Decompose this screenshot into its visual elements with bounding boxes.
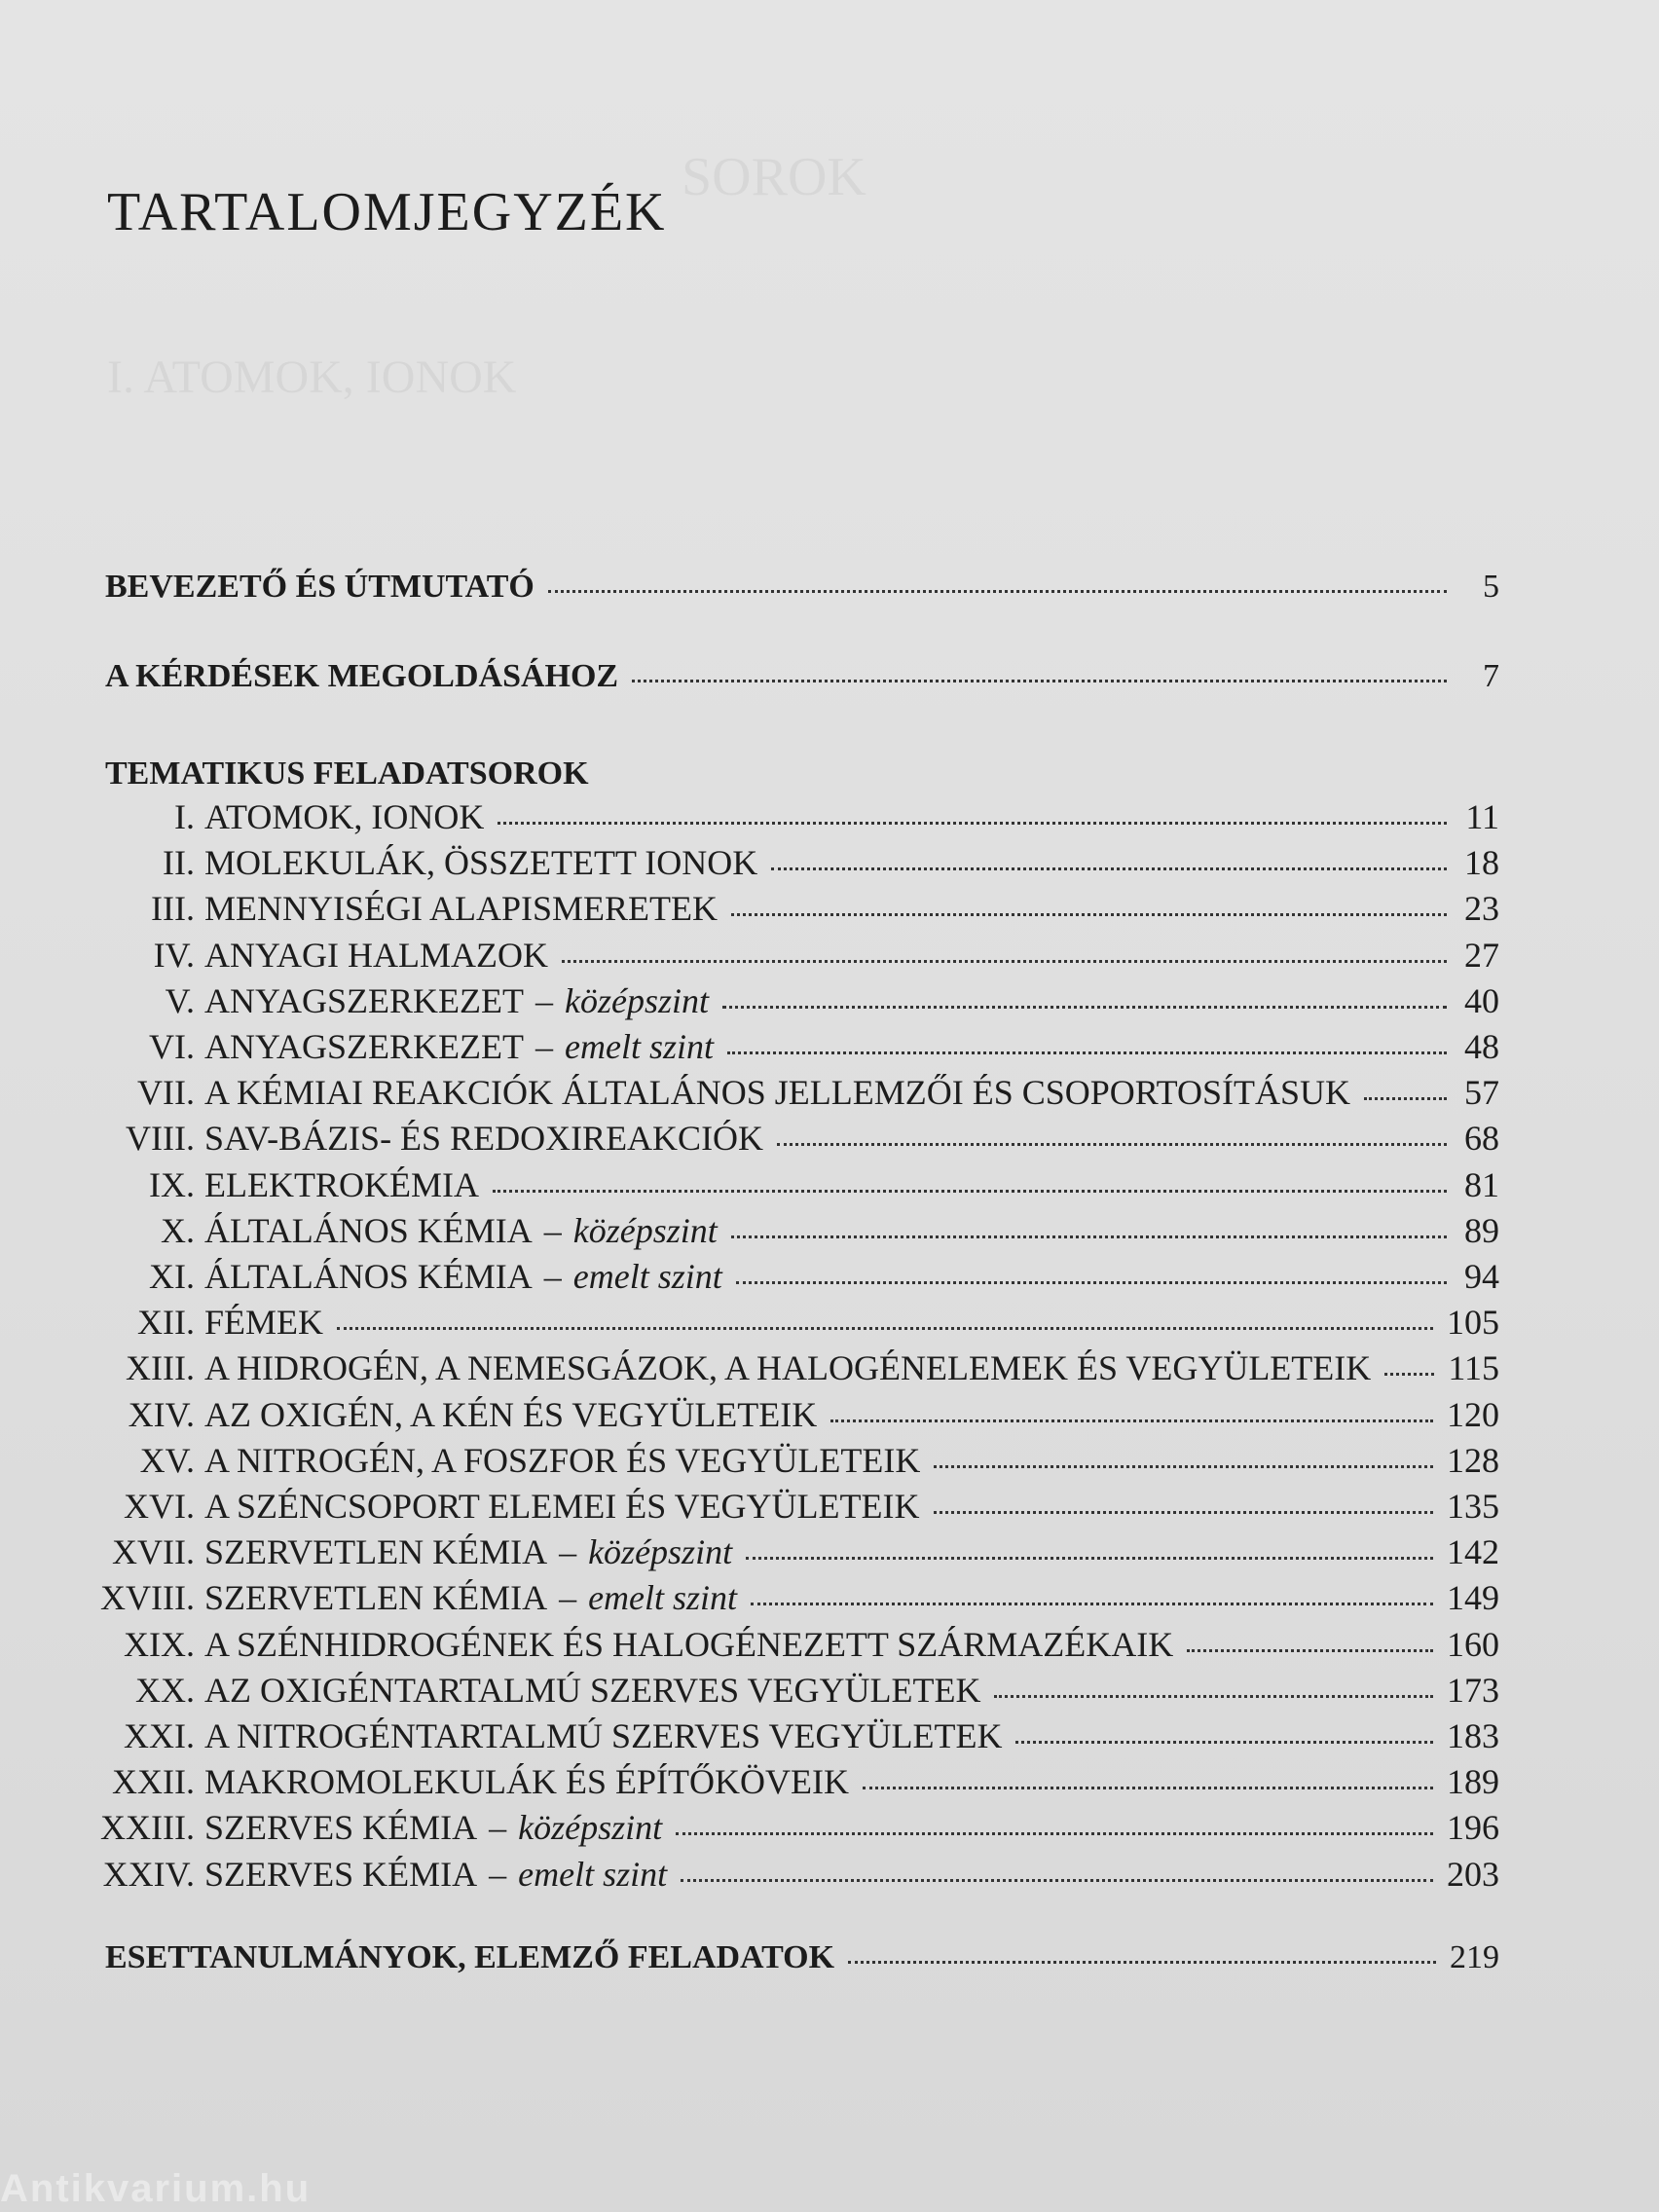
dot-leader	[736, 1281, 1447, 1284]
entry-title-text: ÁLTALÁNOS KÉMIA	[204, 1210, 533, 1250]
toc-entry-chapter[interactable]	[0, 1256, 1499, 1303]
dot-leader	[1384, 1373, 1434, 1376]
dot-leader	[731, 1235, 1447, 1238]
level-label: emelt szint	[564, 1027, 714, 1066]
dot-leader	[727, 1051, 1447, 1054]
entry-title	[195, 796, 484, 837]
level-label: emelt szint	[588, 1578, 738, 1618]
toc-entry-main[interactable]	[105, 1939, 1499, 1986]
chapter-number: X.	[161, 1210, 195, 1250]
chapter-number: XV.	[139, 1440, 195, 1480]
entry-title	[195, 1302, 323, 1343]
page-number: 160	[1447, 1624, 1499, 1664]
level-separator: –	[535, 1027, 553, 1066]
entry-title-text: A HIDROGÉN, A NEMESGÁZOK, A HALOGÉNELEMEK ÉS VEGYÜLETEIK	[204, 1348, 1372, 1388]
chapter-number: XVIII.	[100, 1578, 195, 1618]
dot-leader	[746, 1557, 1433, 1560]
dot-leader	[493, 1190, 1447, 1193]
toc-entry-chapter[interactable]	[0, 935, 1499, 981]
toc-entry-chapter[interactable]	[0, 1486, 1499, 1532]
level-label: emelt szint	[518, 1854, 668, 1894]
entry-title-text: ATOMOK, IONOK	[204, 797, 485, 836]
dot-leader	[934, 1511, 1433, 1514]
entry-title	[195, 888, 718, 929]
page-number: 203	[1447, 1854, 1499, 1894]
page-number: 135	[1447, 1487, 1499, 1526]
entry-title	[195, 1118, 763, 1159]
entry-title-text: ESETTANULMÁNYOK, ELEMZŐ FELADATOK	[105, 1939, 835, 1975]
toc-entry-chapter[interactable]	[0, 1118, 1499, 1164]
chapter-number: XVII.	[112, 1532, 195, 1572]
page-number: 149	[1447, 1578, 1499, 1618]
dot-leader	[830, 1419, 1433, 1422]
chapter-number: XI.	[149, 1257, 195, 1296]
chapter-number: XIV.	[128, 1394, 195, 1434]
dot-leader	[562, 960, 1447, 963]
toc-entry-chapter[interactable]	[0, 1854, 1499, 1900]
chapter-number: XVI.	[124, 1487, 195, 1526]
dot-leader	[751, 1603, 1433, 1605]
chapter-number: II.	[163, 843, 195, 883]
entry-title	[195, 1761, 849, 1802]
dot-leader	[498, 822, 1447, 825]
entry-title-text: A NITROGÉNTARTALMÚ SZERVES VEGYÜLETEK	[204, 1716, 1003, 1755]
entry-title	[105, 658, 618, 695]
entry-title-text: MOLEKULÁK, ÖSSZETETT IONOK	[204, 843, 758, 883]
level-label: középszint	[564, 980, 709, 1020]
entry-title-text: A KÉRDÉSEK MEGOLDÁSÁHOZ	[105, 658, 619, 694]
dot-leader	[681, 1879, 1433, 1882]
entry-title	[195, 1670, 980, 1711]
page-number: 11	[1465, 797, 1499, 836]
page-number: 40	[1464, 980, 1499, 1020]
toc-entry-chapter[interactable]	[0, 796, 1499, 843]
page-number: 189	[1447, 1762, 1499, 1802]
entry-title-text: SZERVES KÉMIA	[204, 1808, 478, 1848]
toc-entry-chapter[interactable]	[0, 842, 1499, 889]
toc-entry-chapter[interactable]	[0, 1440, 1499, 1487]
level-separator: –	[489, 1808, 507, 1848]
toc-entry-chapter[interactable]	[0, 1715, 1499, 1762]
level-separator: –	[543, 1210, 562, 1250]
entry-title-text: A SZÉNCSOPORT ELEMEI ÉS VEGYÜLETEIK	[204, 1487, 920, 1526]
chapter-number: III.	[151, 889, 195, 929]
entry-title	[195, 1072, 1350, 1113]
page-number: 81	[1464, 1164, 1499, 1204]
chapter-number: VIII.	[126, 1119, 195, 1159]
chapter-number: XXII.	[112, 1762, 195, 1802]
chapter-number: IV.	[153, 935, 195, 975]
toc-entry-main[interactable]	[105, 569, 1499, 615]
page-number: 173	[1447, 1670, 1499, 1710]
page-number: 128	[1447, 1440, 1499, 1480]
dot-leader	[777, 1143, 1447, 1146]
chapter-number: XII.	[137, 1303, 195, 1343]
page-number: 5	[1483, 569, 1499, 605]
chapter-number: XXIV.	[102, 1854, 195, 1894]
toc-entry-chapter[interactable]	[0, 1761, 1499, 1808]
chapter-number: XX.	[135, 1670, 195, 1710]
entry-title-text: SZERVETLEN KÉMIA	[204, 1578, 548, 1618]
chapter-number: XXIII.	[100, 1808, 195, 1848]
toc-entry-chapter[interactable]	[0, 1670, 1499, 1716]
entry-title	[195, 1486, 920, 1527]
entry-title-text: ANYAGI HALMAZOK	[204, 935, 548, 975]
entry-title	[105, 1939, 834, 1976]
level-separator: –	[535, 980, 553, 1020]
entry-title-text: A KÉMIAI REAKCIÓK ÁLTALÁNOS JELLEMZŐI ÉS CSOPORTOSÍTÁSUK	[204, 1073, 1350, 1113]
entry-title-text: ÁLTALÁNOS KÉMIA	[204, 1257, 533, 1296]
toc-entry-chapter[interactable]	[0, 1072, 1499, 1119]
toc-entry-chapter[interactable]	[0, 1394, 1499, 1441]
toc-entry-chapter[interactable]	[0, 1531, 1499, 1578]
entry-title	[195, 1807, 662, 1848]
chapter-number: XIX.	[124, 1624, 195, 1664]
entry-title-text: ANYAGSZERKEZET	[204, 980, 524, 1020]
section-heading: TEMATIKUS FELADATSOROK	[105, 756, 589, 792]
page-number: 115	[1448, 1348, 1499, 1388]
entry-title	[195, 1164, 479, 1205]
entry-title-text: AZ OXIGÉN, A KÉN ÉS VEGYÜLETEIK	[204, 1394, 818, 1434]
bleed-through-text: SOROK	[682, 147, 866, 207]
chapter-number: V.	[165, 980, 195, 1020]
toc-entry-chapter[interactable]	[0, 980, 1499, 1027]
dot-leader	[1187, 1649, 1433, 1652]
page-number: 89	[1464, 1210, 1499, 1250]
dot-leader	[337, 1327, 1433, 1330]
toc-entry-main[interactable]	[105, 658, 1499, 705]
dot-leader	[722, 1006, 1447, 1009]
dot-leader	[1015, 1741, 1433, 1744]
entry-title	[195, 842, 757, 883]
chapter-number: IX.	[149, 1164, 195, 1204]
entry-title	[195, 1347, 1371, 1388]
entry-title	[195, 1026, 714, 1067]
toc-entry-chapter[interactable]	[0, 1302, 1499, 1348]
entry-title-text: BEVEZETŐ ÉS ÚTMUTATÓ	[105, 569, 535, 605]
entry-title-text: ELEKTROKÉMIA	[204, 1164, 479, 1204]
entry-title-text: MAKROMOLEKULÁK ÉS ÉPÍTŐKÖVEIK	[204, 1762, 849, 1802]
toc-entry-chapter[interactable]	[0, 1026, 1499, 1073]
page-number: 48	[1464, 1027, 1499, 1066]
dot-leader	[731, 913, 1447, 916]
page-number: 23	[1464, 889, 1499, 929]
entry-title	[195, 1256, 722, 1297]
toc-entry-chapter[interactable]	[0, 1807, 1499, 1854]
entry-title-text: MENNYISÉGI ALAPISMERETEK	[204, 889, 718, 929]
toc-entry-chapter[interactable]	[0, 1210, 1499, 1257]
page-number: 183	[1447, 1716, 1499, 1755]
page-number: 7	[1483, 658, 1499, 694]
dot-leader	[632, 680, 1447, 682]
entry-title-text: AZ OXIGÉNTARTALMÚ SZERVES VEGYÜLETEK	[204, 1670, 981, 1710]
entry-title	[195, 1210, 718, 1251]
level-label: középszint	[518, 1808, 663, 1848]
level-separator: –	[559, 1578, 577, 1618]
toc-entry-chapter[interactable]	[0, 1577, 1499, 1624]
page-number: 18	[1464, 843, 1499, 883]
entry-title-text: A NITROGÉN, A FOSZFOR ÉS VEGYÜLETEIK	[204, 1440, 921, 1480]
entry-title-text: FÉMEK	[204, 1303, 324, 1343]
chapter-number: XIII.	[126, 1348, 195, 1388]
page-number: 142	[1447, 1532, 1499, 1572]
dot-leader	[863, 1787, 1433, 1789]
page-number: 196	[1447, 1808, 1499, 1848]
bleed-through-text: I. ATOMOK, IONOK	[107, 351, 517, 403]
toc-entry-chapter[interactable]	[0, 1347, 1499, 1394]
page-number: 219	[1450, 1939, 1499, 1975]
entry-title	[195, 1394, 817, 1435]
entry-title	[195, 980, 709, 1021]
entry-title	[195, 1531, 732, 1572]
dot-leader	[848, 1961, 1436, 1964]
toc-entry-chapter[interactable]	[0, 888, 1499, 935]
entry-title	[195, 935, 548, 976]
entry-title	[195, 1440, 920, 1481]
page-number: 27	[1464, 935, 1499, 975]
chapter-number: VII.	[137, 1073, 195, 1113]
entry-title-text: SZERVES KÉMIA	[204, 1854, 478, 1894]
chapter-number: VI.	[149, 1027, 195, 1066]
page-number: 105	[1447, 1303, 1499, 1343]
page-number: 94	[1464, 1257, 1499, 1296]
dot-leader	[994, 1695, 1433, 1698]
dot-leader	[676, 1832, 1433, 1835]
entry-title	[105, 569, 535, 606]
entry-title-text: A SZÉNHIDROGÉNEK ÉS HALOGÉNEZETT SZÁRMAZÉKAIK	[204, 1624, 1174, 1664]
level-separator: –	[559, 1532, 577, 1572]
entry-title	[195, 1854, 667, 1895]
entry-title-text: SAV-BÁZIS- ÉS REDOXIREAKCIÓK	[204, 1119, 764, 1159]
page-number: 68	[1464, 1119, 1499, 1159]
entry-title	[195, 1624, 1173, 1665]
toc-entry-chapter[interactable]	[0, 1624, 1499, 1671]
level-separator: –	[543, 1257, 562, 1296]
level-label: középszint	[588, 1532, 733, 1572]
entry-title	[195, 1577, 737, 1618]
level-separator: –	[489, 1854, 507, 1894]
level-label: emelt szint	[572, 1257, 722, 1296]
level-label: középszint	[572, 1210, 718, 1250]
page-number: 120	[1447, 1394, 1499, 1434]
dot-leader	[548, 590, 1447, 593]
dot-leader	[771, 867, 1447, 870]
page-title: TARTALOMJEGYZÉK	[107, 181, 667, 242]
entry-title-text: SZERVETLEN KÉMIA	[204, 1532, 548, 1572]
chapter-number: XXI.	[124, 1716, 195, 1755]
page-number: 57	[1464, 1073, 1499, 1113]
toc-entry-chapter[interactable]	[0, 1164, 1499, 1211]
dot-leader	[1364, 1097, 1447, 1100]
dot-leader	[934, 1465, 1433, 1468]
entry-title	[195, 1715, 1002, 1756]
entry-title-text: ANYAGSZERKEZET	[204, 1027, 524, 1066]
chapter-number: I.	[174, 797, 195, 836]
watermark-logo: Antikvarium.hu	[0, 2167, 312, 2210]
